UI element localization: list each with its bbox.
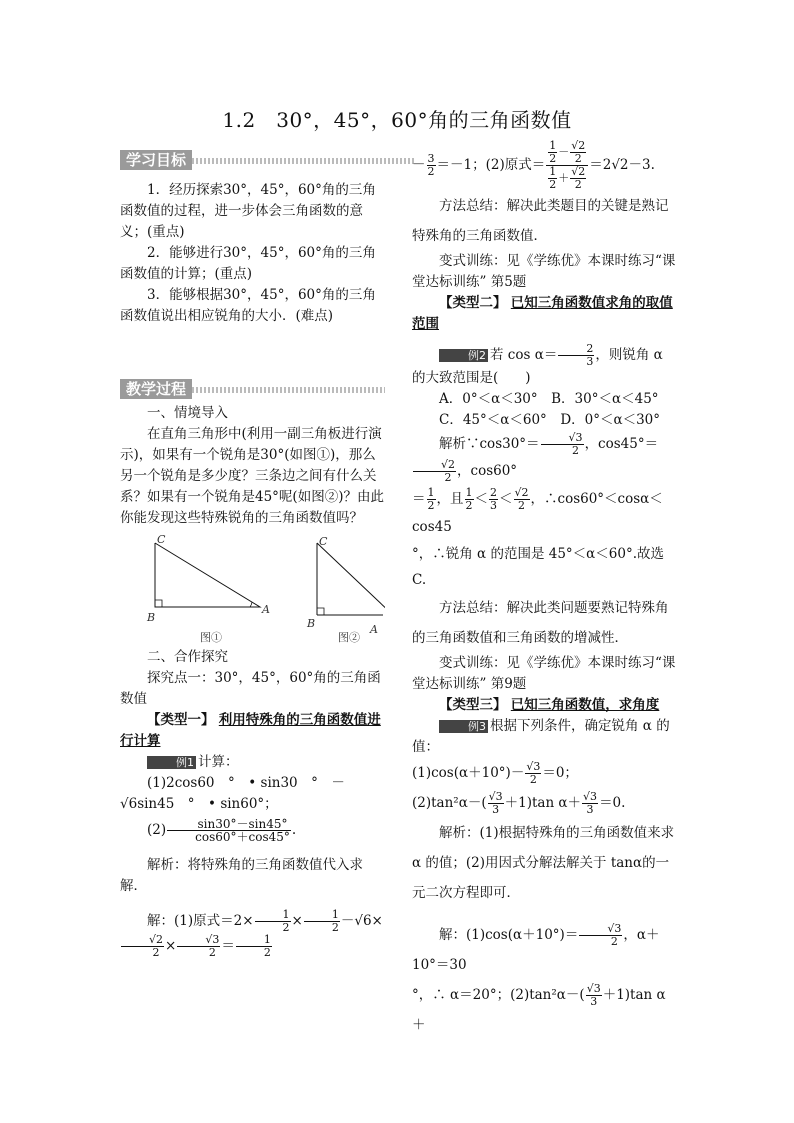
an2-mid: ，cos60° [457,463,518,479]
frac [255,909,291,934]
frac-n: 1 [549,139,557,152]
an2-pre: 解析∵cos30°＝ [439,436,540,452]
example1-q1: (1)2cos60 ° • sin30 ° － √6sin45 ° • sin60°； [120,775,359,812]
sol-mid: × [291,913,303,929]
frac-n: 1 [236,934,272,947]
frac-n: √2 [121,934,164,947]
frac-d: 2 [427,165,435,178]
frac-d: 3 [490,499,497,512]
q2-numerator: sin30°－sin45° [167,818,291,831]
big-denominator [546,166,588,191]
q1-post: ＝0； [542,765,578,781]
q2-fraction [167,818,291,843]
page-title: 1.2 30°，45°，60°角的三角函数值 [222,108,572,132]
analysis1: 解析：将特殊角的三角函数值代入求解． [120,857,363,894]
q2-post: ＝0. [599,795,626,811]
sol3-post: ，α＋10°＝30 [412,927,660,973]
frac [582,791,598,816]
op: ＋ [558,171,570,185]
an2-mid: ，cos45°＝ [584,436,659,452]
solution3-line1 [412,920,677,980]
example1 [120,752,385,773]
ex2-pre: 若 cos α＝ [490,347,558,363]
option-d: D．0°＜α＜30° [560,412,661,428]
an2-l2-post: ，∴cos60°＜cosα＜cos45 [412,491,663,535]
variant-2: 变式训练：见《学练优》本课时练习“课堂达标训练” 第9题 [412,655,676,692]
fig1-vertex-c: C [157,533,166,546]
frac [525,761,541,786]
continuation [412,140,677,191]
frac-n: √2 [571,139,586,152]
triangle-1-right-angle [155,600,162,607]
right-column [412,140,677,1040]
analysis2-line2 [412,485,677,541]
goal-item: 3．能够根据30°，45°，60°角的三角函数值说出相应锐角的大小．(难点) [120,287,376,324]
sol3-l2-post: ＋1)tan α＋ [412,987,666,1033]
sol-mid: × [165,938,177,954]
goals-heading [120,150,415,170]
frac-n: √3 [488,790,503,803]
ex2-post: ，则锐角 α 的大致范围是( ) [412,347,663,386]
example2 [412,343,677,389]
frac-d: 3 [586,803,594,816]
frac-n: √3 [177,934,220,947]
frac [489,487,498,512]
fig1-caption: 图① [200,631,222,644]
triangle-1-angle-arc [250,602,252,607]
cont-mid: ＝－1；(2)原式＝ [436,157,546,173]
solution3-line2 [412,980,677,1040]
solution1 [120,909,385,959]
frac-n: √2 [413,459,456,472]
q2-prefix: (2) [147,822,167,838]
frac [514,487,530,512]
an2-lt: ＜ [499,491,513,507]
frac [586,983,602,1008]
figures [120,529,385,647]
method-summary-2: 方法总结：解决此类问题要熟记特殊角的三角函数值和三角函数的增减性． [412,600,669,646]
option-c: C．45°＜α＜60° [439,412,547,428]
fig2-vertex-b: B [307,617,316,630]
intro-text: 在直角三角形中(利用一副三角板进行演示)，如果有一个锐角是30°(如图①)，那么另一个锐角是多少度？三条边之间有什么关系？如果有一个锐角是45°呢(如图②)？由此你能发现这些特殊锐角的三角函数值吗？ [120,426,384,526]
frac-d: 2 [574,178,582,191]
goal-item: 2．能够进行30°，45°，60°角的三角函数值的计算；(重点) [120,245,376,282]
frac-n: 1 [549,165,557,178]
frac-d: 2 [518,499,525,512]
option-a: A．0°＜α＜30° [439,391,538,407]
q2-denominator: cos60°＋cos45° [195,830,290,844]
frac-d: 2 [444,471,452,484]
frac [570,166,586,191]
frac-n: 2 [558,343,594,356]
frac [177,934,220,959]
frac-n: √3 [583,790,598,803]
example1-q2 [120,818,385,843]
frac [304,909,340,934]
type2-heading [412,293,677,335]
frac-n: √2 [514,486,529,499]
example1-badge: 例1 [147,756,196,769]
type2-tag: 【类型二】 [439,295,507,311]
sol-mid: －√6× [340,913,383,929]
frac-n: 2 [490,486,497,499]
left-column [120,150,385,959]
frac [570,140,586,165]
type2-title: 已知三角函数值求角的取值范围 [412,295,673,332]
frac [427,153,436,178]
frac [558,343,594,368]
frac-d: 2 [572,444,580,457]
frac-d: 3 [492,803,500,816]
type3-title: 已知三角函数值，求角度 [510,697,660,713]
big-fraction [546,140,588,191]
op: － [558,145,570,159]
big-numerator [546,140,588,166]
example3-q1 [412,758,677,788]
frac-n: √2 [571,165,586,178]
fig2-vertex-a: A [370,623,378,636]
explore-title: 二、合作探究 [147,649,228,665]
sol3-pre: 解：(1)cos(α＋10°)＝ [439,927,579,943]
triangle-2-right-angle [317,608,324,615]
an2-lt: ＜ [474,491,488,507]
frac-n: 1 [427,486,435,499]
cont-pre: － [412,157,426,173]
frac [541,432,584,457]
frac [121,934,164,959]
goal-item: 1．经历探索30°，45°，60°角的三角函数值的过程，进一步体会三角函数的意义；(重点) [120,182,376,240]
frac-d: 2 [263,946,271,959]
frac-d: 2 [427,499,435,512]
frac-d: 2 [152,946,160,959]
process-heading-label: 教学过程 [120,379,192,399]
frac [548,140,557,165]
type1-title: 利用特殊角的三角函数值进行计算 [120,712,381,749]
q2-mid: ＋1)tan α＋ [504,795,582,811]
frac-n: √3 [541,432,584,445]
fig1-vertex-a: A [262,603,270,616]
frac-d: 2 [331,921,339,934]
frac-d: 2 [574,152,582,165]
an2-l2-mid: ，且 [436,491,464,507]
frac-n: 1 [304,909,340,922]
intro-title: 一、情境导入 [147,405,228,421]
triangle-2-hyp [317,543,385,615]
type3-heading [412,695,677,716]
type1-heading [120,710,385,752]
example2-badge: 例2 [439,349,488,362]
frac [579,923,622,948]
cont-post: ＝2√2－3. [589,157,655,173]
example2-options-ab [412,389,677,410]
q2-pre: (2)tan²α－( [412,795,487,811]
example3-q2 [412,788,677,818]
variant-1: 变式训练：见《学练优》本课时练习“课堂达标训练” 第5题 [412,253,676,290]
frac [488,791,504,816]
frac [236,934,272,959]
an2-l2-pre: ＝ [412,491,426,507]
fig1-vertex-b: B [147,611,156,624]
frac-n: √3 [579,923,622,936]
frac-d: 2 [549,178,557,191]
analysis3: 解析：(1)根据特殊角的三角函数值来求 α 的值；(2)用因式分解法解关于 tanα的一元二次方程即可． [412,825,675,901]
frac-n: 3 [427,152,435,165]
example2-options-cd [412,410,677,431]
sol-pre: 解：(1)原式＝2× [147,913,254,929]
frac [427,487,436,512]
frac-n: √3 [586,982,601,995]
ex3-text: 根据下列条件，确定锐角 α 的值： [412,718,670,755]
frac [465,487,474,512]
example3-badge: 例3 [439,720,488,733]
goals-heading-label: 学习目标 [120,150,192,170]
method-summary-1: 方法总结：解决此类题目的关键是熟记特殊角的三角函数值． [412,198,669,244]
frac-n: 1 [465,486,473,499]
example1-text: 计算： [198,754,239,770]
process-heading [120,379,385,399]
frac-d: 2 [208,946,216,959]
frac-d: 2 [529,773,537,786]
type1-tag: 【类型一】 [147,712,215,728]
option-b: B．30°＜α＜45° [551,391,659,407]
frac-n: 1 [255,909,291,922]
frac-n: √3 [526,760,541,773]
triangle-1-outline [155,543,260,607]
frac-d: 2 [282,921,290,934]
analysis2-line1 [412,431,677,485]
example3 [412,716,677,758]
frac [548,166,557,191]
fig2-caption: 图② [338,631,360,644]
q1-pre: (1)cos(α＋10°)－ [412,765,525,781]
q2-suffix: . [291,822,297,838]
type3-tag: 【类型三】 [439,697,507,713]
frac-d: 2 [549,152,557,165]
sol-mid: ＝ [221,938,235,954]
sol3-l2-pre: °，∴ α＝20°；(2)tan²α－( [412,987,585,1003]
frac-d: 3 [586,355,594,368]
explore-point: 探究点一：30°，45°，60°角的三角函数值 [120,670,381,707]
frac [413,459,456,484]
frac-d: 2 [610,935,618,948]
frac-d: 3 [590,995,598,1008]
frac-d: 2 [465,499,473,512]
analysis2-line3: °，∴锐角 α 的范围是 45°＜α＜60°.故选 C. [412,546,665,588]
fig2-vertex-c: C [319,535,328,548]
